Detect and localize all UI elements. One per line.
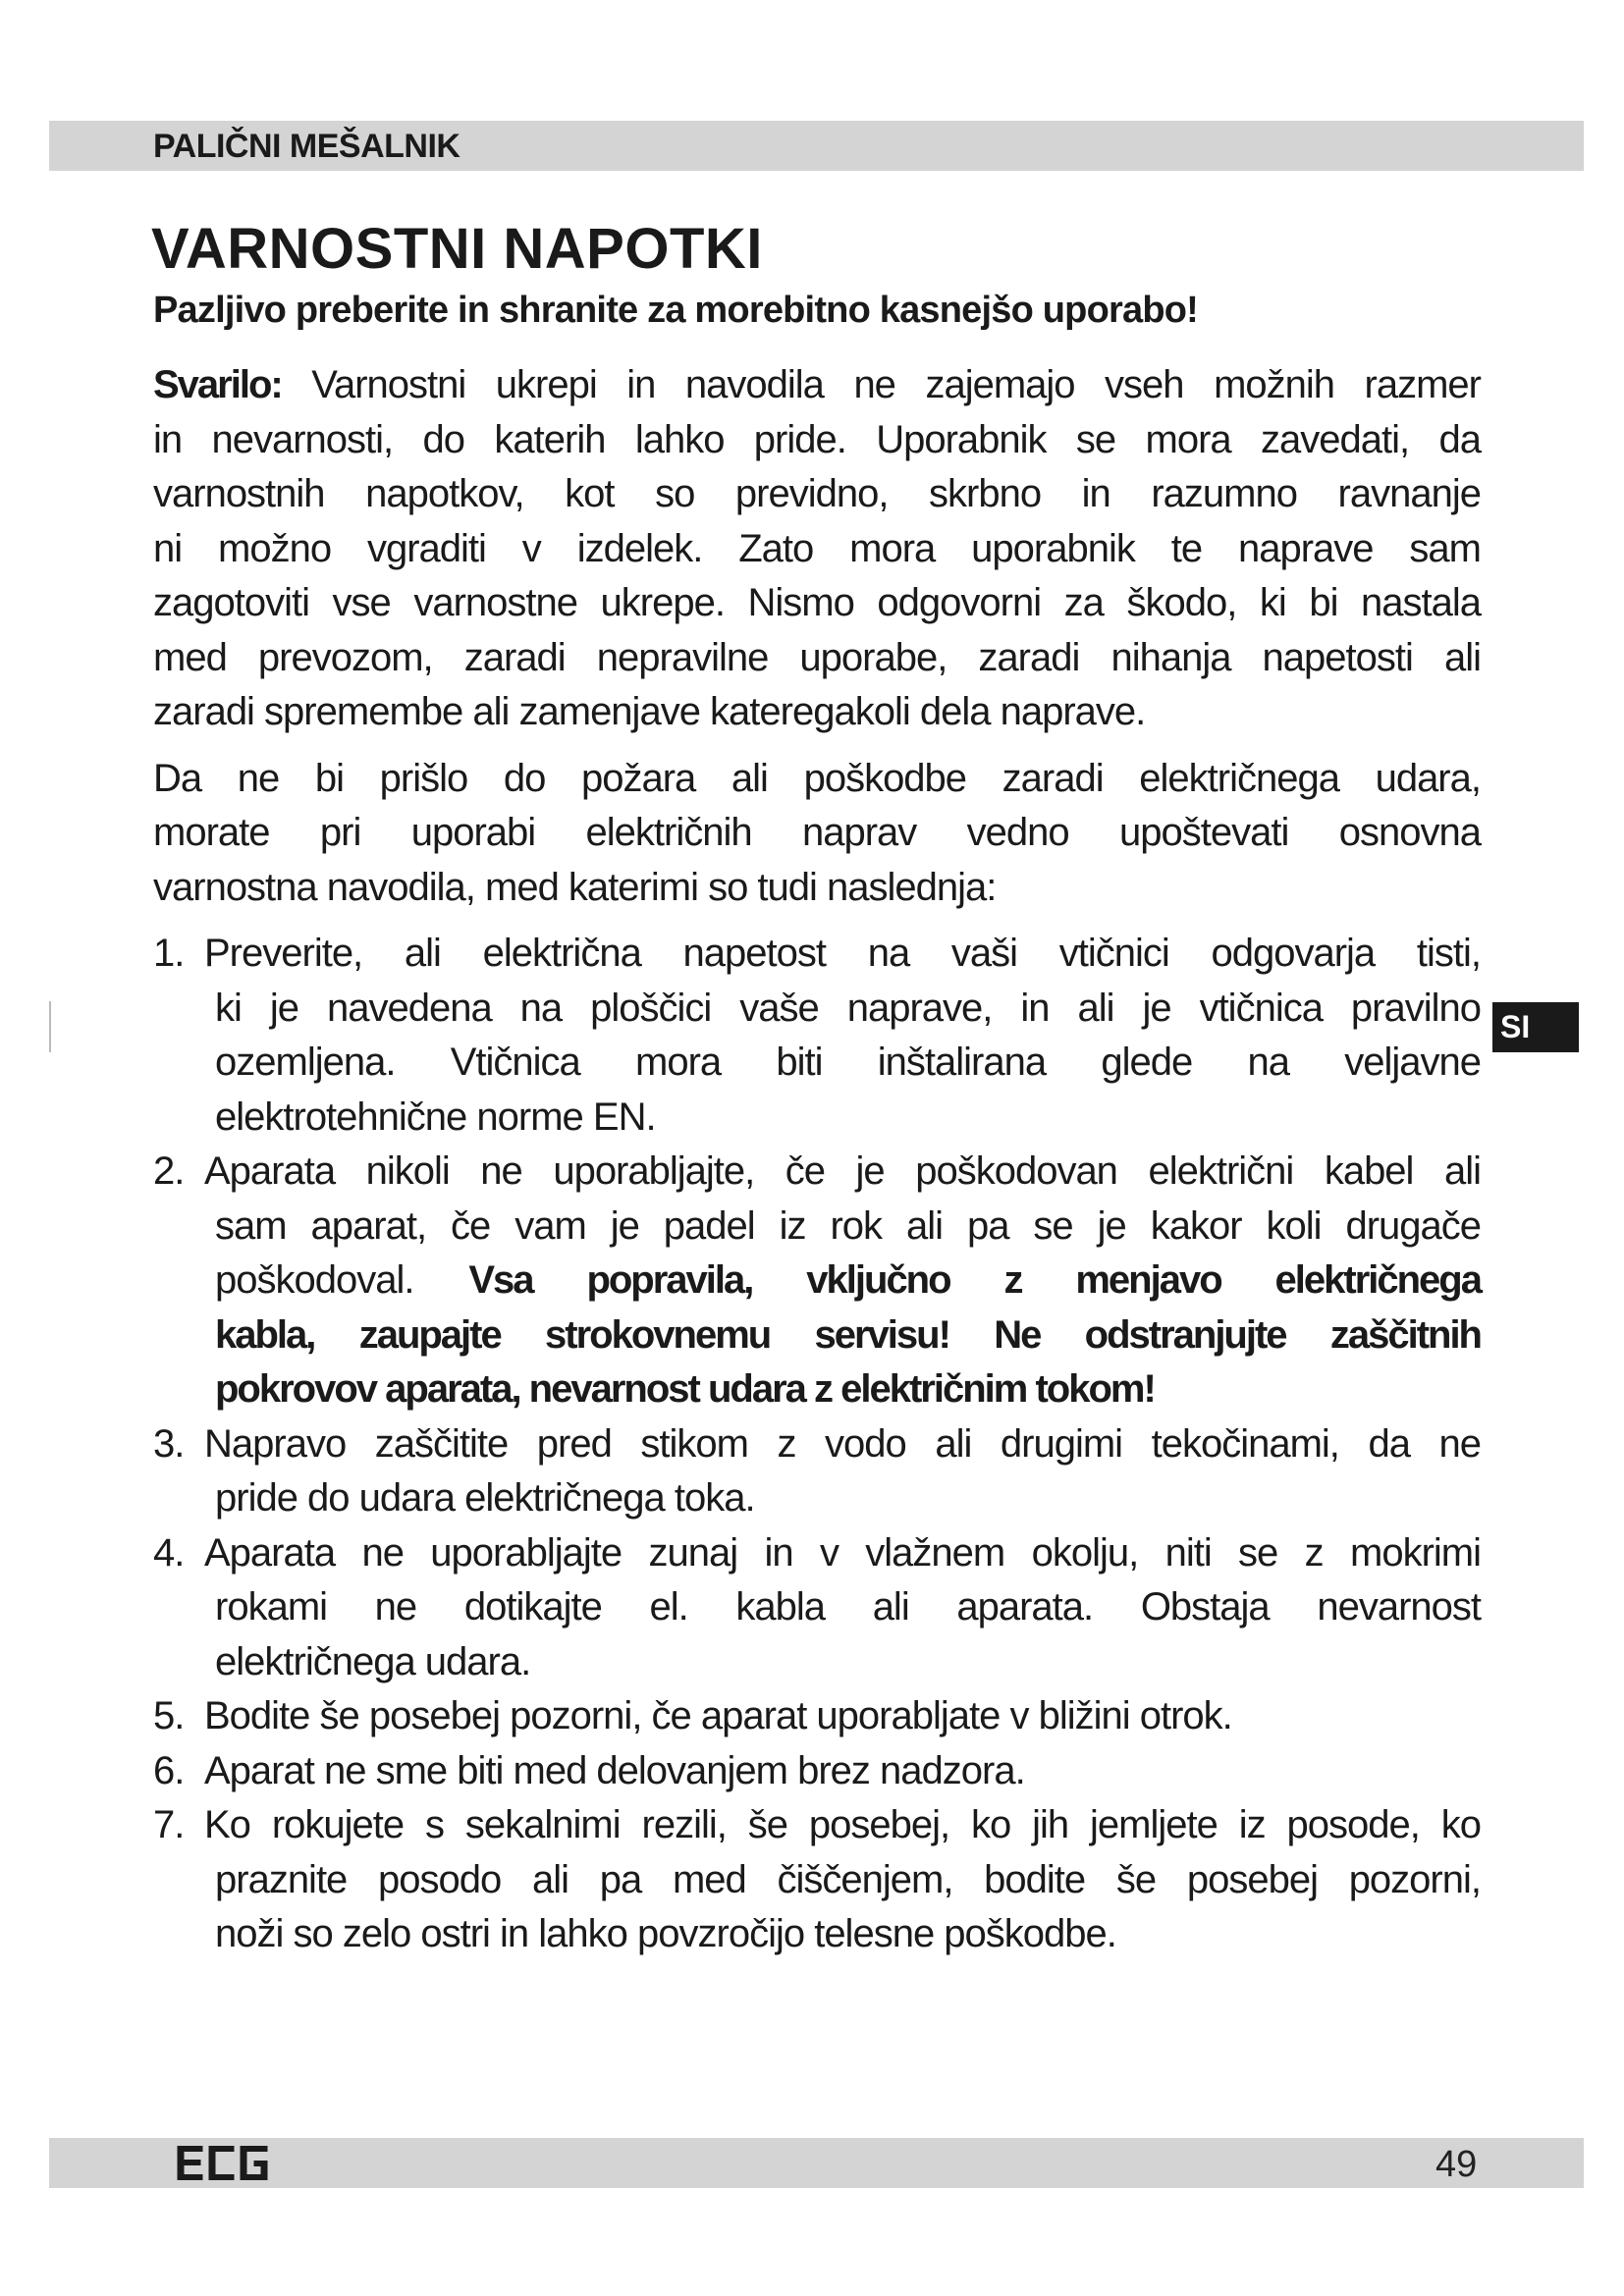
text: rokami ne dotikajte el. kabla ali aparata. Obstaja nevarnost — [215, 1585, 1481, 1629]
paragraph — [153, 358, 1481, 740]
text: Aparata ne uporabljajte zunaj in v vlažnem okolju, niti se z mokrimi — [204, 1530, 1481, 1575]
text-line — [153, 685, 1481, 740]
list-item — [153, 1744, 1481, 1799]
text-line — [153, 576, 1481, 631]
text: Preverite, ali električna napetost na vaši vtičnici odgovarja tisti, — [204, 932, 1481, 975]
language-tab: SI — [1492, 1002, 1579, 1052]
text: varnostna navodila, med katerimi so tudi naslednja: — [153, 865, 997, 909]
text-line — [153, 631, 1481, 686]
text: praznite posodo ali pa med čiščenjem, bodite še posebej pozorni, — [215, 1857, 1481, 1901]
text-line — [215, 1907, 1481, 1962]
text: morate pri uporabi električnih naprav vedno upoštevati osnovna — [153, 811, 1481, 854]
text-line — [204, 1798, 1481, 1853]
bold-text: kabla, zaupajte strokovnemu servisu! Ne odstranjujte zaščitnih — [215, 1312, 1481, 1357]
text-line — [153, 752, 1481, 807]
item-number: 1. — [153, 932, 185, 975]
text: Napravo zaščitite pred stikom z vodo ali drugimi tekočinami, da ne — [204, 1421, 1481, 1466]
text: Ko rokujete s sekalnimi rezili, še posebej, ko jih jemljete iz posode, ko — [204, 1803, 1481, 1846]
text: zaradi spremembe ali zamenjave kateregakoli dela naprave. — [153, 690, 1146, 733]
product-title: PALIČNI MEŠALNIK — [153, 128, 460, 165]
text: električnega udara. — [215, 1639, 531, 1683]
text: elektrotehnične norme EN. — [215, 1095, 656, 1139]
safety-instructions — [153, 358, 1481, 1962]
text: zagotoviti vse varnostne ukrepe. Nismo odgovorni za škodo, ki bi nastala — [153, 581, 1481, 624]
subtitle: Pazljivo preberite in shranite za morebitno kasnejšo uporabo! — [153, 290, 1198, 331]
list-item — [153, 1417, 1481, 1526]
margin-marker — [49, 1001, 51, 1052]
text: Bodite še posebej pozorni, če aparat uporabljate v bližini otrok. — [204, 1694, 1232, 1737]
list-item — [153, 1798, 1481, 1962]
safety-list — [153, 927, 1481, 1962]
text: ki je navedena na ploščici vaše naprave, in ali je vtičnica pravilno — [215, 986, 1481, 1030]
text-line — [153, 467, 1481, 522]
ecg-logo — [173, 2142, 276, 2184]
footer-band — [49, 2138, 1584, 2188]
text-line — [215, 1091, 1481, 1146]
item-number: 6. — [153, 1748, 185, 1792]
text-line — [215, 982, 1481, 1037]
text-line — [153, 806, 1481, 861]
text: noži so zelo ostri in lahko povzročijo telesne poškodbe. — [215, 1912, 1116, 1955]
text-line — [215, 1308, 1481, 1363]
bold-text: Vsa popravila, vključno z menjavo električnega — [468, 1258, 1481, 1302]
text: ozemljena. Vtičnica mora biti inštalirana glede na veljavne — [215, 1041, 1481, 1084]
page-title: VARNOSTNI NAPOTKI — [151, 217, 763, 281]
text-line — [215, 1362, 1481, 1417]
text-line — [153, 358, 1481, 413]
text-line — [215, 1580, 1481, 1635]
text-line — [153, 522, 1481, 577]
text-line — [204, 1526, 1481, 1581]
text: varnostnih napotkov, kot so previdno, skrbno in razumno ravnanje — [153, 472, 1481, 515]
item-number: 7. — [153, 1803, 185, 1846]
text: Aparat ne sme biti med delovanjem brez nadzora. — [204, 1748, 1025, 1792]
header-band — [49, 121, 1584, 171]
page-number: 49 — [1435, 2144, 1478, 2185]
text-line — [215, 1635, 1481, 1690]
list-item — [153, 1526, 1481, 1690]
text-line — [204, 1744, 1481, 1799]
text: Aparata nikoli ne uporabljajte, če je poškodovan električni kabel ali — [204, 1149, 1481, 1193]
text: pride do udara električnega toka. — [215, 1476, 755, 1520]
paragraph — [153, 752, 1481, 916]
item-number: 3. — [153, 1421, 185, 1466]
bold-text: pokrovov aparata, nevarnost udara z električnim tokom! — [215, 1367, 1155, 1411]
text: med prevozom, zaradi nepravilne uporabe, zaradi nihanja napetosti ali — [153, 635, 1481, 679]
text-line — [204, 927, 1481, 982]
text-line — [215, 1036, 1481, 1091]
list-item — [153, 927, 1481, 1145]
list-item — [153, 1689, 1481, 1744]
text-line — [153, 413, 1481, 468]
list-item — [153, 1145, 1481, 1417]
text-line — [215, 1853, 1481, 1908]
text: Da ne bi prišlo do požara ali poškodbe zaradi električnega udara, — [153, 756, 1481, 800]
text-line — [204, 1689, 1481, 1744]
text-line — [153, 861, 1481, 916]
text: sam aparat, če vam je padel iz rok ali pa se je kakor koli drugače — [215, 1203, 1481, 1248]
text-line — [204, 1145, 1481, 1200]
text-line — [204, 1417, 1481, 1472]
text: Varnostni ukrepi in navodila ne zajemajo vseh možnih razmer — [281, 363, 1481, 406]
text: ni možno vgraditi v izdelek. Zato mora uporabnik te naprave sam — [153, 526, 1481, 570]
item-number: 2. — [153, 1149, 185, 1193]
text: poškodoval. — [215, 1258, 469, 1302]
item-number: 5. — [153, 1694, 185, 1737]
item-number: 4. — [153, 1530, 185, 1575]
text-line — [215, 1254, 1481, 1308]
text: in nevarnosti, do katerih lahko pride. Uporabnik se mora zavedati, da — [153, 417, 1481, 461]
text-line — [215, 1200, 1481, 1255]
text-line — [215, 1471, 1481, 1526]
bold-text: Svarilo: — [153, 363, 282, 406]
